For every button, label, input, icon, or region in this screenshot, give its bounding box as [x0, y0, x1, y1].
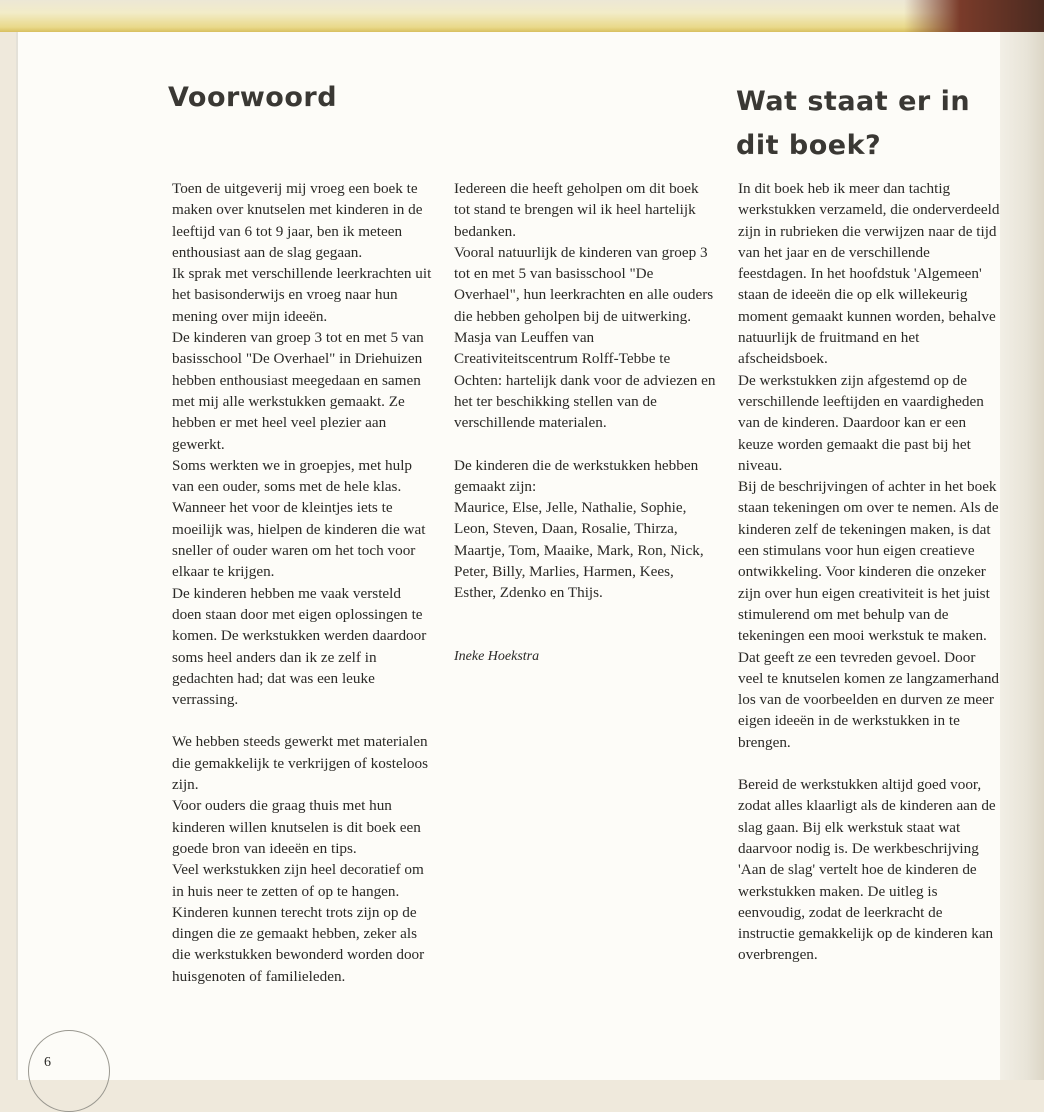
paragraph: In dit boek heb ik meer dan tachtig werkstukken verzameld, die onderverdeeld zijn in rubrieken die verwijzen naar de tijd van het jaar en de verschillende feestdagen. In het hoofdstuk 'Algemeen' staan de ideeën die op elk willekeurig moment gemaakt kunnen worden, behalve natuurlijk de fruitmand en het afscheidsboek.: [738, 180, 1000, 368]
author-signature: Ineke Hoekstra: [454, 648, 540, 664]
paragraph: We hebben steeds gewerkt met materialen die gemakkelijk te verkrijgen of kosteloos zijn.: [172, 733, 429, 794]
paragraph: Bij de beschrijvingen of achter in het boek staan tekeningen om over te nemen. Als de kinderen zelf de tekeningen maken, is dat een stimulans voor hun eigen creatieve ontwikkeling. Voor kinderen die onzeker zijn over hun eigen creativiteit is het juist stimulerend om met behulp van de tekeningen een mooi werkstuk te maken. Dat geeft ze een tevreden gevoel. Door veel te knutselen komen ze langzamerhand los van de voorbeelden en durven ze meer eigen ideeën in de werkstukken in te brengen.: [738, 478, 1000, 751]
paragraph: Masja van Leuffen van Creativiteitscentrum Rolff-Tebbe te Ochten: hartelijk dank voor de adviezen en het ter beschikking stellen van de verschillende materialen.: [454, 329, 716, 432]
contents-heading: Wat staat er in dit boek?: [736, 86, 971, 161]
paragraph: De kinderen die de werkstukken hebben gemaakt zijn:: [454, 456, 699, 495]
paragraph: Bereid de werkstukken altijd goed voor, zodat alles klaarligt als de kinderen aan de slag gaan. Bij elk werkstuk staat wat daarvoor nodig is. De werkbeschrijving 'Aan de slag' vertelt hoe de kinderen de werkstukken maken. De uitleg is eenvoudig, zodat de leerkracht de instructie gemakkelijk op de kinderen kan overbrengen.: [738, 776, 996, 964]
paragraph: Veel werkstukken zijn heel decoratief om in huis neer te zetten of op te hangen.: [172, 861, 424, 900]
paragraph: Soms werkten we in groepjes, met hulp van een ouder, soms met de hele klas. Wanneer het voor de kleintjes iets te moeilijk was, hielpen de kinderen die wat sneller of ouder waren om het toch voor elkaar te krijgen.: [172, 456, 426, 581]
book-cover-edge: [904, 0, 1044, 32]
book-page-edge-right: [1000, 32, 1044, 1080]
paragraph: De kinderen hebben me vaak versteld doen staan door met eigen oplossingen te komen. De werkstukken werden daardoor soms heel anders dan ik ze zelf in gedachten had; dat was een leuke verrassing.: [172, 584, 427, 709]
voorwoord-heading: Voorwoord: [168, 82, 338, 113]
paragraph: De werkstukken zijn afgestemd op de verschillende leeftijden en vaardigheden van de kinderen. Daardoor kan er een keuze worden gemaakt die past bij het niveau.: [738, 371, 984, 474]
column-voorwoord: [172, 178, 434, 987]
page-corner-ornament: [28, 1030, 110, 1112]
paragraph: De kinderen van groep 3 tot en met 5 van basisschool "De Overhael" in Driehuizen hebben enthousiast meegedaan en samen met mij alle werkstukken gemaakt. Ze hebben er met heel veel plezier aan gewerkt.: [172, 329, 424, 453]
paragraph: Iedereen die heeft geholpen om dit boek tot stand te brengen wil ik heel hartelijk bedanken.: [454, 180, 699, 240]
paragraph: Vooral natuurlijk de kinderen van groep 3 tot en met 5 van basisschool "De Overhael", hun leerkrachten en alle ouders die hebben geholpen bij de uitwerking.: [454, 243, 714, 325]
book-page-edge-top: [0, 0, 1044, 32]
paragraph: Toen de uitgeverij mij vroeg een boek te maken over knutselen met kinderen in de leeftijd van 6 tot 9 jaar, ben ik meteen enthousiast aan de slag gegaan.: [172, 180, 423, 261]
page-number: 6: [44, 1055, 51, 1070]
children-names: Maurice, Else, Jelle, Nathalie, Sophie, Leon, Steven, Daan, Rosalie, Thirza, Maartje, Tom, Maaike, Mark, Ron, Nick, Peter, Billy, Marlies, Harmen, Kees, Esther, Zdenko en Thijs.: [454, 499, 704, 602]
column-contents: [738, 178, 1000, 966]
paragraph: Voor ouders die graag thuis met hun kinderen willen knutselen is dit boek een goede bron van ideeën en tips.: [172, 797, 421, 857]
column-acknowledgements: [454, 178, 716, 667]
paragraph: Ik sprak met verschillende leerkrachten uit het basisonderwijs en vroeg naar hun mening over mijn ideeën.: [172, 265, 432, 325]
paragraph: Kinderen kunnen terecht trots zijn op de dingen die ze gemaakt hebben, zeker als die werkstukken bewonderd worden door huisgenoten of familieleden.: [172, 903, 425, 985]
